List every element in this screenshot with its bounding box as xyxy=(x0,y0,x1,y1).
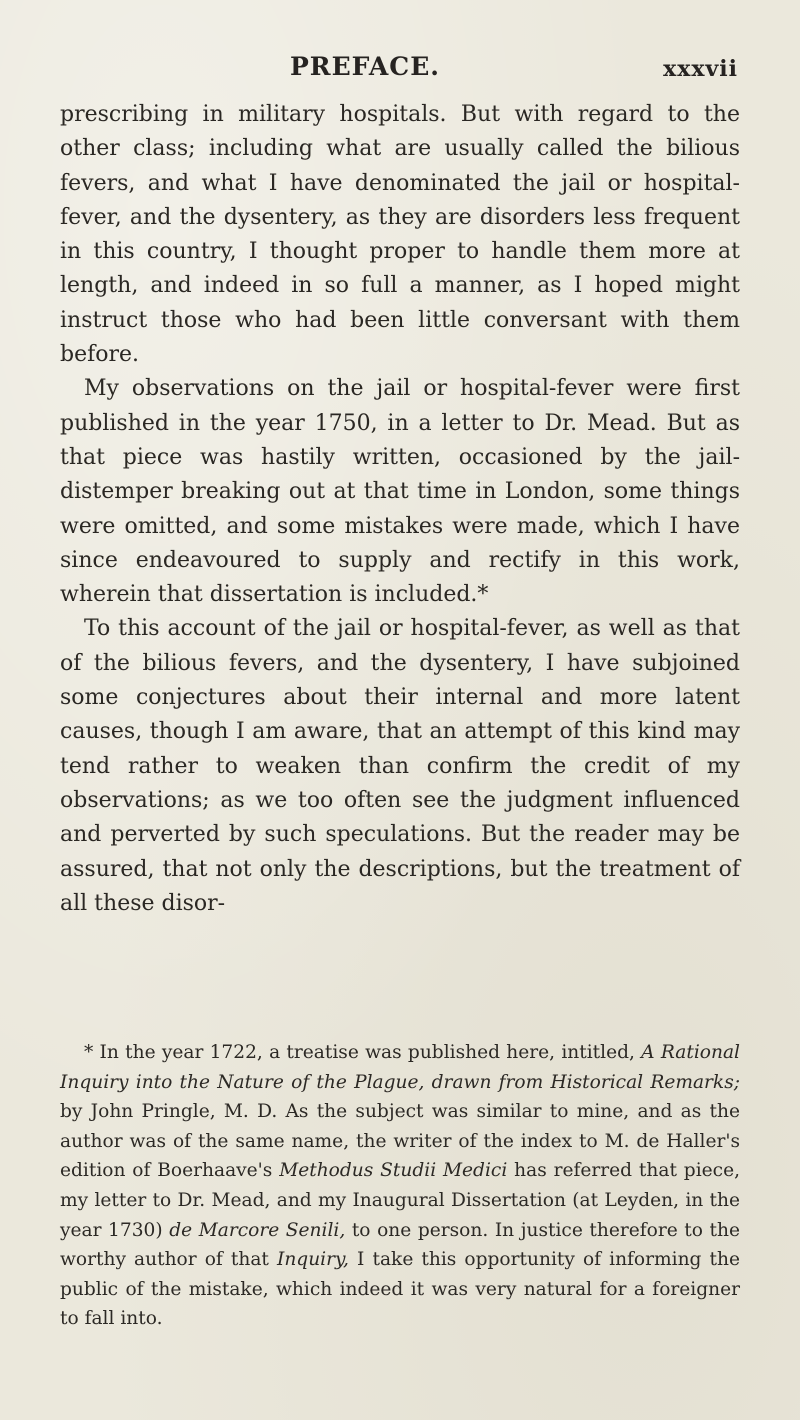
footnote-text xyxy=(60,1038,740,1334)
footnote-part-2: by John Pringle, M. D. As the subject was similar to mine, and as the author was of the same name, the writer of the index to M. de Haller's edition of Boerhaave's xyxy=(60,1101,740,1182)
footnote-part-3: has referred that piece, my letter to Dr. Mead, and my Inaugural Dissertation (at Leyden, in the year 1730) xyxy=(60,1160,740,1241)
main-text xyxy=(60,98,740,921)
footnote-title-1: A Rational Inquiry into the Nature of the Plague, drawn from Historical Remarks; xyxy=(60,1042,740,1093)
footnote-part-1: * In the year 1722, a treatise was published here, intitled, xyxy=(84,1042,642,1063)
running-head: PREFACE. xyxy=(290,52,440,81)
footnote-title-3: de Marcore Senili, xyxy=(169,1219,346,1241)
footnote-part-4: to one person. In justice therefore to the worthy author of that xyxy=(60,1219,740,1271)
paragraph-1: prescribing in military hospitals. But with regard to the other class; including what are usually called the bilious fevers, and what I have denominated the jail or hospital-fever, and the dysentery, as they are disorders less frequent in this country, I thought proper to handle them more at length, and indeed in so full a manner, as I hoped might instruct those who had been little conversant with them before. xyxy=(60,102,740,368)
footnote xyxy=(60,1038,740,1334)
footnote-part-5: I take this opportunity of informing the public of the mistake, which indeed it was very natural for a foreigner to fall into. xyxy=(60,1249,741,1330)
paragraph-3: To this account of the jail or hospital-fever, as well as that of the bilious fevers, and the dysentery, I have subjoined some conjectures about their internal and more latent causes, though I am aware, that an attempt of this kind may tend rather to weaken than confirm the credit of my observations; as we too often see the judgment influenced and perverted by such speculations. But the reader may be assured, that not only the descriptions, but the treatment of all these disor- xyxy=(60,616,740,916)
footnote-title-2: Methodus Studii Medici xyxy=(279,1160,508,1182)
footnote-title-4: Inquiry, xyxy=(276,1249,349,1271)
page-header xyxy=(0,52,800,92)
paragraph-2: My observations on the jail or hospital-fever were first published in the year 1750, in a letter to Dr. Mead. But as that piece was hastily written, occasioned by the jail-distemper breaking out at that time in London, some things were omitted, and some mistakes were made, which I have since endeavoured to supply and rectify in this work, wherein that dissertation is included.* xyxy=(60,376,740,608)
page-number: xxxvii xyxy=(663,56,738,82)
